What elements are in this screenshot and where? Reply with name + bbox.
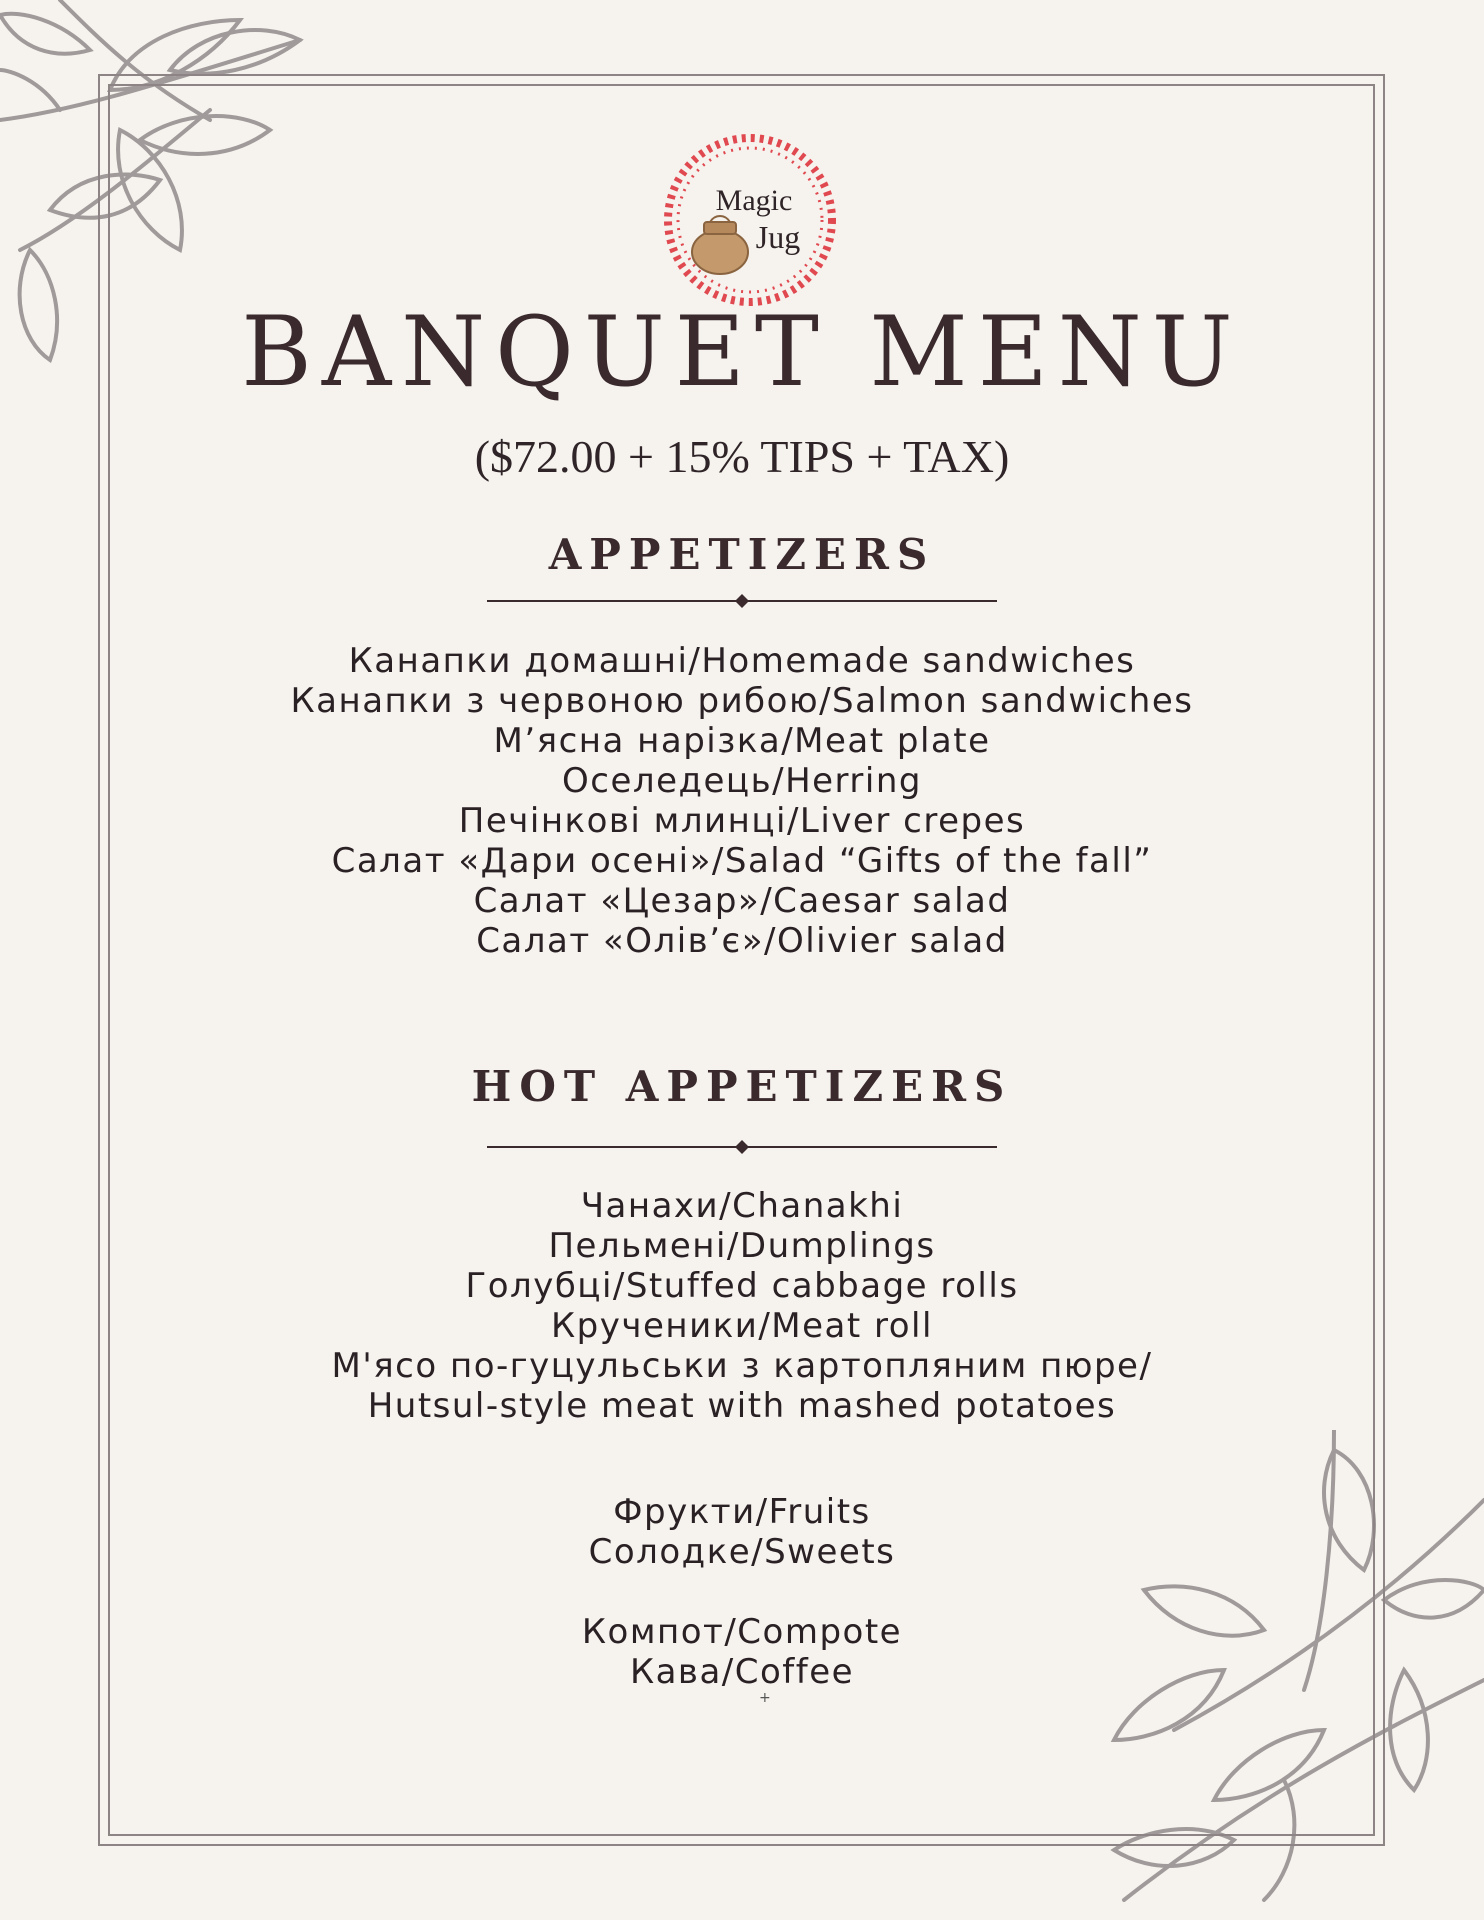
sparkle-icon: + (759, 1690, 771, 1706)
list-item: Канапки домашні/Homemade sandwiches (348, 641, 1136, 681)
desserts-list (0, 1492, 1484, 1572)
list-item: Компот/Compote (581, 1612, 903, 1652)
list-item: М’ясна нарізка/Meat plate (493, 721, 991, 761)
list-item: Чанахи/Chanakhi (580, 1186, 904, 1226)
list-item: Пельмені/Dumplings (548, 1226, 936, 1266)
section-divider (487, 591, 997, 611)
list-item: Солодке/Sweets (588, 1532, 896, 1572)
list-item: Салат «Цезар»/Caesar salad (473, 881, 1011, 921)
list-item: Голубці/Stuffed cabbage rolls (465, 1266, 1019, 1306)
menu-title: BANQUET MENU (241, 296, 1243, 408)
list-item: Оселедець/Herring (561, 761, 922, 801)
list-item: Кава/Coffee (629, 1652, 855, 1692)
appetizers-list (0, 641, 1484, 961)
list-item: Фрукти/Fruits (613, 1492, 871, 1532)
list-item: Крученики/Meat roll (551, 1306, 933, 1346)
list-item: Салат «Дари осені»/Salad “Gifts of the fall” (331, 841, 1153, 881)
section-divider (487, 1137, 997, 1157)
hot-appetizers-list (0, 1186, 1484, 1426)
appetizers-heading: APPETIZERS (548, 530, 936, 579)
menu-price: ($72.00 + 15% TIPS + TAX) (474, 431, 1010, 482)
list-item: М'ясо по-гуцульськи з картопляним пюре/ (331, 1346, 1153, 1386)
logo-text-magic: Magic (715, 184, 793, 217)
list-item: Салат «Олів’є»/Olivier salad (476, 921, 1008, 961)
hot-appetizers-heading: HOT APPETIZERS (471, 1062, 1013, 1111)
list-item: Печінкові млинці/Liver crepes (458, 801, 1026, 841)
magic-jug-logo (660, 130, 840, 310)
list-item: Hutsul-style meat with mashed potatoes (367, 1386, 1117, 1426)
logo-text-jug: Jug (755, 219, 801, 255)
list-item: Канапки з червоною рибою/Salmon sandwiches (290, 681, 1194, 721)
drinks-list (0, 1612, 1484, 1692)
